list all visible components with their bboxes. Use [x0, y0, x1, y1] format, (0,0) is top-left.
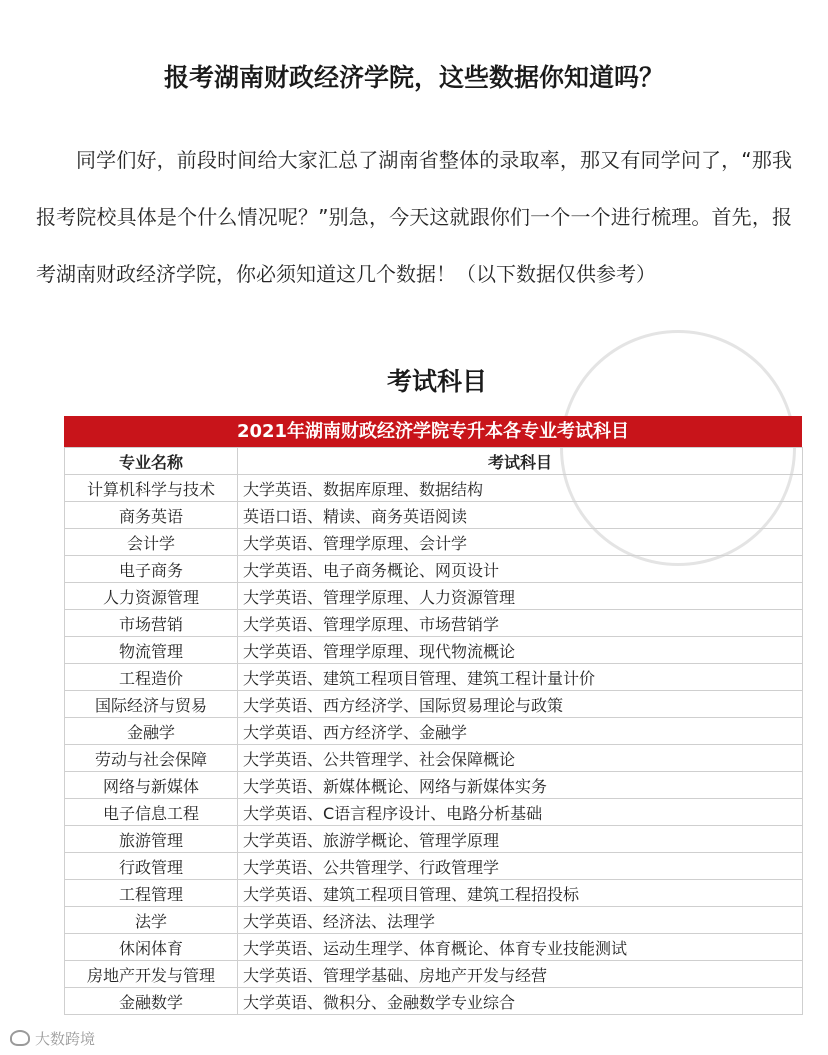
watermark-logo: [10, 1027, 95, 1049]
major-cell: 房地产开发与管理: [65, 961, 238, 988]
subjects-cell: 大学英语、管理学基础、房地产开发与经营: [238, 961, 803, 988]
table-row: [65, 691, 803, 718]
subjects-cell: 大学英语、管理学原理、人力资源管理: [238, 583, 803, 610]
table-row: [65, 610, 803, 637]
major-cell: 商务英语: [65, 502, 238, 529]
major-cell: 工程管理: [65, 880, 238, 907]
subjects-cell: 大学英语、旅游学概论、管理学原理: [238, 826, 803, 853]
subjects-cell: 大学英语、公共管理学、行政管理学: [238, 853, 803, 880]
table-row: [65, 934, 803, 961]
table-row: [65, 637, 803, 664]
major-cell: 市场营销: [65, 610, 238, 637]
subjects-cell: 大学英语、管理学原理、现代物流概论: [238, 637, 803, 664]
major-cell: 工程造价: [65, 664, 238, 691]
subjects-cell: 大学英语、西方经济学、金融学: [238, 718, 803, 745]
table-row: [65, 745, 803, 772]
watermark-text: 大数跨境: [35, 1029, 96, 1048]
major-cell: 电子信息工程: [65, 799, 238, 826]
major-cell: 网络与新媒体: [65, 772, 238, 799]
major-cell: 国际经济与贸易: [65, 691, 238, 718]
major-cell: 休闲体育: [65, 934, 238, 961]
major-cell: 金融学: [65, 718, 238, 745]
major-cell: 会计学: [65, 529, 238, 556]
subjects-cell: 大学英语、建筑工程项目管理、建筑工程招投标: [238, 880, 803, 907]
major-cell: 行政管理: [65, 853, 238, 880]
table-row: [65, 988, 803, 1015]
major-cell: 人力资源管理: [65, 583, 238, 610]
table-header-row: [65, 448, 803, 475]
major-cell: 旅游管理: [65, 826, 238, 853]
intro-paragraph: 同学们好，前段时间给大家汇总了湖南省整体的录取率，那又有同学问了，“那我报考院校具体是个什么情况呢？”别急，今天这就跟你们一个一个进行梳理。首先，报考湖南财政经济学院，你必须知道这几个数据！（以下数据仅供参考）: [36, 148, 792, 286]
subjects-cell: 大学英语、经济法、法理学: [238, 907, 803, 934]
subjects-grid: [64, 447, 803, 1015]
table-row: [65, 475, 803, 502]
major-cell: 法学: [65, 907, 238, 934]
table-row: [65, 529, 803, 556]
subjects-cell: 大学英语、建筑工程项目管理、建筑工程计量计价: [238, 664, 803, 691]
subjects-cell: 大学英语、新媒体概论、网络与新媒体实务: [238, 772, 803, 799]
exam-subjects-table: [64, 416, 802, 1015]
subjects-cell: 大学英语、电子商务概论、网页设计: [238, 556, 803, 583]
table-body: [65, 475, 803, 1015]
major-cell: 电子商务: [65, 556, 238, 583]
subjects-cell: 大学英语、西方经济学、国际贸易理论与政策: [238, 691, 803, 718]
table-row: [65, 853, 803, 880]
table-row: [65, 772, 803, 799]
major-cell: 计算机科学与技术: [65, 475, 238, 502]
major-cell: 金融数学: [65, 988, 238, 1015]
table-row: [65, 556, 803, 583]
subjects-cell: 大学英语、C语言程序设计、电路分析基础: [238, 799, 803, 826]
subjects-cell: 英语口语、精读、商务英语阅读: [238, 502, 803, 529]
article-title: 报考湖南财政经济学院，这些数据你知道吗？: [163, 63, 664, 92]
subjects-cell: 大学英语、管理学原理、会计学: [238, 529, 803, 556]
subjects-cell: 大学英语、数据库原理、数据结构: [238, 475, 803, 502]
table-row: [65, 961, 803, 988]
major-cell: 物流管理: [65, 637, 238, 664]
table-row: [65, 583, 803, 610]
table-row: [65, 502, 803, 529]
table-row: [65, 664, 803, 691]
header-major: 专业名称: [65, 448, 238, 475]
section-title: 考试科目: [386, 367, 487, 396]
subjects-cell: 大学英语、微积分、金融数学专业综合: [238, 988, 803, 1015]
subjects-cell: 大学英语、运动生理学、体育概论、体育专业技能测试: [238, 934, 803, 961]
subjects-cell: 大学英语、管理学原理、市场营销学: [238, 610, 803, 637]
table-row: [65, 799, 803, 826]
speech-bubble-icon: [10, 1030, 30, 1046]
table-row: [65, 907, 803, 934]
major-cell: 劳动与社会保障: [65, 745, 238, 772]
subjects-cell: 大学英语、公共管理学、社会保障概论: [238, 745, 803, 772]
header-subjects: 考试科目: [238, 448, 803, 475]
table-banner: 2021年湖南财政经济学院专升本各专业考试科目: [64, 416, 802, 447]
table-row: [65, 880, 803, 907]
table-row: [65, 826, 803, 853]
table-row: [65, 718, 803, 745]
